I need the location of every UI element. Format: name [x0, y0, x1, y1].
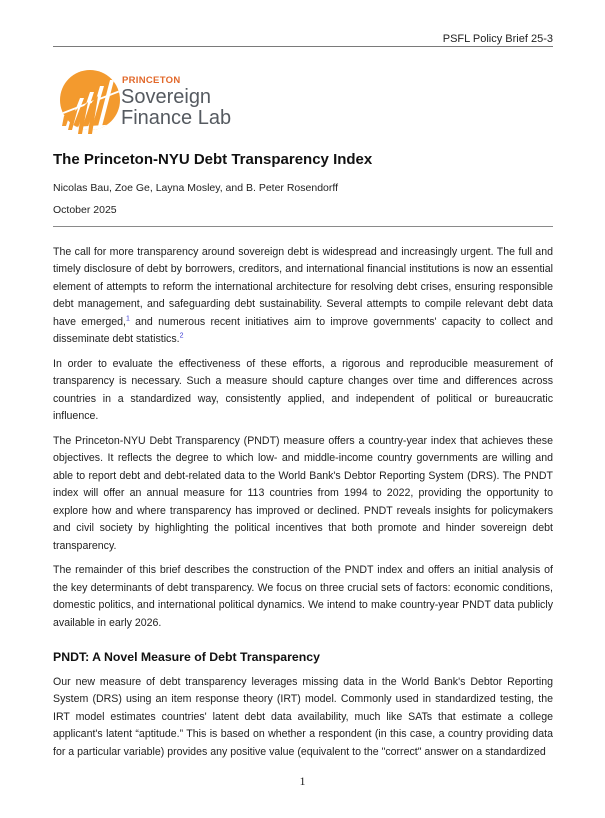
paragraph-roadmap: The remainder of this brief describes the construction of the PNDT index and offers an initial analysis of the key determinants of debt transparency. We focus on three crucial sets of factors: economic conditions, domestic politics, and international political dynamics. We intend to make country-year PNDT data publicly available in early 2026. — [53, 564, 553, 629]
title-rule — [53, 226, 553, 227]
paragraph-text: The call for more transparency around sovereign debt is widespread and increasingly urgent. The full and timely disclosure of debt by borrowers, creditors, and international financial institutions is now an essential element of attempts to reform the international architecture for resolving debt crises, ensuring responsible debt management, and safeguarding debt sustainability. Several attempts to compile relevant debt data have emerged, — [53, 246, 553, 328]
page-number: 1 — [299, 774, 306, 788]
document-body — [53, 244, 553, 769]
paragraph-measurement: In order to evaluate the effectiveness of these efforts, a rigorous and reproducible measurement of transparency is necessary. Such a measure should capture changes over time and differences across countries in a standardized way, consistently applied, and independent of political or bureaucratic influence. — [53, 357, 553, 423]
paragraph-intro — [53, 244, 553, 348]
document-authors: Nicolas Bau, Zoe Ge, Layna Mosley, and B. Peter Rosendorff — [53, 182, 339, 194]
running-head: PSFL Policy Brief 25-3 — [442, 33, 553, 45]
header-rule — [53, 46, 553, 47]
sunrise-bars-icon — [58, 68, 120, 134]
paragraph-pndt-overview: The Princeton-NYU Debt Transparency (PNDT) measure offers a country-year index that achieves these objectives. It reflects the degree to which low- and middle-income country governments are willing and able to report debt and debt-related data to the World Bank's Debtor Reporting System (DRS). The PNDT index will offer an annual measure for 113 countries from 1994 to 2022, providing the opportunity to explore how and where transparency has improved or declined. PNDT reveals insights for policymakers and civil society by highlighting the political incentives that both promote and hinder sovereign debt transparency. — [53, 435, 553, 552]
footnote-ref-2[interactable]: 2 — [179, 332, 184, 340]
section-heading: PNDT: A Novel Measure of Debt Transparency — [53, 650, 320, 665]
lab-logo — [58, 68, 258, 134]
footnote-ref-1[interactable]: 1 — [125, 315, 130, 323]
document-date: October 2025 — [53, 204, 117, 216]
logo-princeton-text: PRINCETON — [122, 75, 181, 86]
logo-sovereign-text: Sovereign — [121, 86, 212, 108]
paragraph-text: and numerous recent initiatives aim to improve governments' capacity to collect and disseminate debt statistics. — [53, 315, 553, 346]
paragraph-method: Our new measure of debt transparency leverages missing data in the World Bank's Debtor Reporting System (DRS) using an item response theory (IRT) model. Commonly used in standardized testing, the IRT model estimates countries' latent debt data availability, much like SATs that estimate a college applicant's latent “aptitude.” This is based on whether a respondent (in this case, a country providing data for a particular variable) provides any positive value (equivalent to the "correct" answer on a standardized — [53, 676, 553, 758]
logo-finance-lab-text: Finance Lab — [121, 107, 232, 129]
document-title: The Princeton-NYU Debt Transparency Index — [53, 151, 373, 168]
